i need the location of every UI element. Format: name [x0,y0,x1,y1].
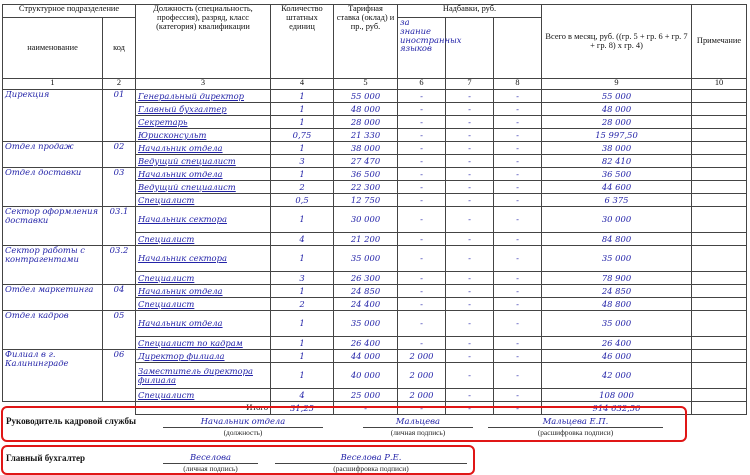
table-row [3,311,747,337]
staff-count: 1 [271,142,334,155]
totals-monthly-total: 914 632,50 [542,402,692,415]
allowance-col6: - [398,207,446,233]
position-name: Начальник отдела [136,285,271,298]
allowance-col7: - [446,389,494,402]
position-name: Специалист [136,233,271,246]
header-code: код [103,18,136,79]
allowance-col7: - [446,142,494,155]
hr-signature-box [1,406,687,442]
monthly-total: 35 000 [542,311,692,337]
header-total: Всего в месяц, руб. ((гр. 5 + гр. 6 + гр. 7 + гр. 8) х гр. 4) [542,5,692,79]
department-code: 03.1 [103,207,136,246]
totals-note [692,402,747,415]
allowance-col7: - [446,168,494,181]
staffing-rows [3,90,747,415]
staff-count: 1 [271,207,334,233]
table-row [3,350,747,363]
staff-count: 2 [271,181,334,194]
header-name: наименование [3,18,103,79]
hr-label: Руководитель кадровой службы [6,416,137,426]
staff-count: 1 [271,90,334,103]
allowance-col6: 2 000 [398,363,446,389]
tariff-rate: 36 500 [334,168,398,181]
position-name: Специалист [136,194,271,207]
position-name: Заместитель директора филиала [136,363,271,389]
allowance-col6: - [398,337,446,350]
allowance-col6: - [398,168,446,181]
totals-label: Итого [136,402,271,415]
tariff-rate: 48 000 [334,103,398,116]
accountant-signature-caption: (личная подпись) [183,464,238,473]
allowance-col6: - [398,233,446,246]
allowance-col6: - [398,142,446,155]
position-name: Начальник сектора [136,207,271,233]
allowance-col6: - [398,103,446,116]
note-cell [692,272,747,285]
col-number: 4 [271,79,334,90]
header-structural-unit: Структурное подразделение [3,5,136,18]
monthly-total: 82 410 [542,155,692,168]
table-row [3,207,747,233]
accountant-signature-box [1,445,475,475]
department-code: 04 [103,285,136,311]
monthly-total: 55 000 [542,90,692,103]
allowance-col7: - [446,272,494,285]
note-cell [692,181,747,194]
table-row [3,168,747,181]
monthly-total: 44 600 [542,181,692,194]
hr-position-caption: (должность) [223,428,263,437]
tariff-rate: 24 400 [334,298,398,311]
allowance-col7: - [446,116,494,129]
allowance-col6: - [398,285,446,298]
header-allowance-col7 [446,18,494,79]
monthly-total: 36 500 [542,168,692,181]
department-code: 03.2 [103,246,136,285]
department-code: 05 [103,311,136,350]
note-cell [692,363,747,389]
header-allowances: Надбавки, руб. [398,5,542,18]
accountant-signature-value: Веселова [163,452,258,464]
note-cell [692,142,747,155]
col-number: 7 [446,79,494,90]
header-tariff: Тарифная ставка (оклад) и пр., руб. [334,5,398,79]
tariff-rate: 35 000 [334,311,398,337]
tariff-rate: 21 200 [334,233,398,246]
department-code: 06 [103,350,136,402]
totals-tariff: - [334,402,398,415]
staff-count: 1 [271,168,334,181]
allowance-col6: - [398,116,446,129]
position-name: Директор филиала [136,350,271,363]
accountant-label: Главный бухгалтер [6,453,86,463]
staffing-table [2,4,747,415]
note-cell [692,298,747,311]
staff-count: 3 [271,272,334,285]
staff-count: 0,5 [271,194,334,207]
col-number: 10 [692,79,747,90]
staff-count: 2 [271,298,334,311]
allowance-col8: - [494,363,542,389]
monthly-total: 78 900 [542,272,692,285]
accountant-decoding-value: Веселова Р.Е. [275,452,467,464]
allowance-col6: - [398,155,446,168]
allowance-col7: - [446,194,494,207]
tariff-rate: 30 000 [334,207,398,233]
col-number: 3 [136,79,271,90]
staff-count: 1 [271,363,334,389]
allowance-col8: - [494,311,542,337]
staff-count: 1 [271,311,334,337]
note-cell [692,285,747,298]
col-number: 1 [3,79,103,90]
tariff-rate: 44 000 [334,350,398,363]
note-cell [692,129,747,142]
staff-count: 1 [271,246,334,272]
department-name: Сектор оформления доставки [3,207,103,246]
department-name: Филиал в г. Калининграде [3,350,103,402]
header-allowance-col8 [494,18,542,79]
department-name: Отдел доставки [3,168,103,207]
tariff-rate: 55 000 [334,90,398,103]
allowance-col8: - [494,285,542,298]
position-name: Ведущий специалист [136,181,271,194]
monthly-total: 35 000 [542,246,692,272]
allowance-col6: - [398,246,446,272]
hr-decoding-value: Мальцева Е.П. [488,416,663,428]
tariff-rate: 27 470 [334,155,398,168]
staff-count: 0,75 [271,129,334,142]
allowance-col6: - [398,272,446,285]
allowance-col8: - [494,272,542,285]
col-number: 8 [494,79,542,90]
allowance-col6: - [398,129,446,142]
allowance-col6: - [398,194,446,207]
monthly-total: 48 000 [542,103,692,116]
allowance-col7: - [446,129,494,142]
note-cell [692,168,747,181]
allowance-col8: - [494,207,542,233]
staff-count: 1 [271,350,334,363]
monthly-total: 48 800 [542,298,692,311]
position-name: Ведущий специалист [136,155,271,168]
allowance-col7: - [446,337,494,350]
allowance-col7: - [446,207,494,233]
department-code: 02 [103,142,136,168]
allowance-col8: - [494,233,542,246]
allowance-col8: - [494,155,542,168]
position-name: Начальник сектора [136,246,271,272]
position-name: Юрисконсульт [136,129,271,142]
col-number: 5 [334,79,398,90]
hr-decoding-caption: (расшифровка подписи) [537,428,614,437]
totals-allowance-col8: - [494,402,542,415]
allowance-col7: - [446,181,494,194]
monthly-total: 38 000 [542,142,692,155]
note-cell [692,194,747,207]
note-cell [692,103,747,116]
allowance-col6: 2 000 [398,389,446,402]
allowance-col7: - [446,350,494,363]
allowance-col7: - [446,155,494,168]
staff-count: 4 [271,233,334,246]
allowance-col6: - [398,311,446,337]
department-code: 01 [103,90,136,142]
allowance-col8: - [494,246,542,272]
tariff-rate: 25 000 [334,389,398,402]
staff-count: 1 [271,116,334,129]
department-name: Отдел продаж [3,142,103,168]
allowance-col8: - [494,142,542,155]
staff-count: 1 [271,337,334,350]
allowance-col8: - [494,337,542,350]
allowance-col8: - [494,350,542,363]
allowance-col7: - [446,90,494,103]
header-position: Должность (специальность, профессия), разряд, класс (категория) квалификации [136,5,271,79]
hr-signature-caption: (личная подпись) [390,428,446,437]
allowance-col6: - [398,90,446,103]
monthly-total: 15 997,50 [542,129,692,142]
allowance-col8: - [494,129,542,142]
position-name: Начальник отдела [136,168,271,181]
table-row [3,90,747,103]
tariff-rate: 12 750 [334,194,398,207]
col-number: 6 [398,79,446,90]
allowance-col6: - [398,181,446,194]
position-name: Специалист по кадрам [136,337,271,350]
allowance-col8: - [494,116,542,129]
table-row [3,285,747,298]
department-name: Отдел маркетинга [3,285,103,311]
monthly-total: 6 375 [542,194,692,207]
note-cell [692,116,747,129]
monthly-total: 26 400 [542,337,692,350]
position-name: Специалист [136,272,271,285]
tariff-rate: 24 850 [334,285,398,298]
allowance-col7: - [446,363,494,389]
tariff-rate: 28 000 [334,116,398,129]
header-staff-count: Количество штатных единиц [271,5,334,79]
staff-count: 4 [271,389,334,402]
col-number: 2 [103,79,136,90]
note-cell [692,389,747,402]
tariff-rate: 21 330 [334,129,398,142]
table-row [3,246,747,272]
note-cell [692,155,747,168]
note-cell [692,207,747,233]
header-note: Примечание [692,5,747,79]
tariff-rate: 35 000 [334,246,398,272]
position-name: Главный бухгалтер [136,103,271,116]
monthly-total: 28 000 [542,116,692,129]
position-name: Начальник отдела [136,142,271,155]
allowance-col8: - [494,168,542,181]
allowance-col8: - [494,298,542,311]
tariff-rate: 22 300 [334,181,398,194]
tariff-rate: 26 300 [334,272,398,285]
monthly-total: 30 000 [542,207,692,233]
accountant-decoding-caption: (расшифровка подписи) [333,464,409,473]
staff-count: 1 [271,103,334,116]
allowance-col7: - [446,233,494,246]
allowance-col7: - [446,103,494,116]
totals-staff-count: 31,25 [271,402,334,415]
tariff-rate: 40 000 [334,363,398,389]
department-name: Сектор работы с контрагентами [3,246,103,285]
monthly-total: 24 850 [542,285,692,298]
allowance-col8: - [494,103,542,116]
allowance-col7: - [446,285,494,298]
position-name: Специалист [136,389,271,402]
note-cell [692,311,747,337]
department-name: Отдел кадров [3,311,103,350]
allowance-col8: - [494,194,542,207]
staff-count: 1 [271,285,334,298]
allowance-col8: - [494,389,542,402]
position-name: Секретарь [136,116,271,129]
allowance-col7: - [446,311,494,337]
hr-signature-value: Мальцева [363,416,473,428]
allowance-col6: - [398,298,446,311]
note-cell [692,90,747,103]
note-cell [692,246,747,272]
note-cell [692,350,747,363]
allowance-col8: - [494,90,542,103]
table-row [3,142,747,155]
position-name: Начальник отдела [136,311,271,337]
staff-count: 3 [271,155,334,168]
totals-allowance-col7: - [446,402,494,415]
allowance-col6: 2 000 [398,350,446,363]
position-name: Генеральный директор [136,90,271,103]
tariff-rate: 38 000 [334,142,398,155]
header-allowance-lang: за знание иностранных языков [398,18,446,79]
hr-position-value: Начальник отдела [163,416,323,428]
note-cell [692,337,747,350]
column-number-row [3,79,747,90]
allowance-col7: - [446,298,494,311]
allowance-col8: - [494,181,542,194]
note-cell [692,233,747,246]
allowance-col7: - [446,246,494,272]
monthly-total: 84 800 [542,233,692,246]
monthly-total: 108 000 [542,389,692,402]
department-code: 03 [103,168,136,207]
totals-allowance-col6: - [398,402,446,415]
monthly-total: 42 000 [542,363,692,389]
col-number: 9 [542,79,692,90]
department-name: Дирекция [3,90,103,142]
tariff-rate: 26 400 [334,337,398,350]
position-name: Специалист [136,298,271,311]
monthly-total: 46 000 [542,350,692,363]
